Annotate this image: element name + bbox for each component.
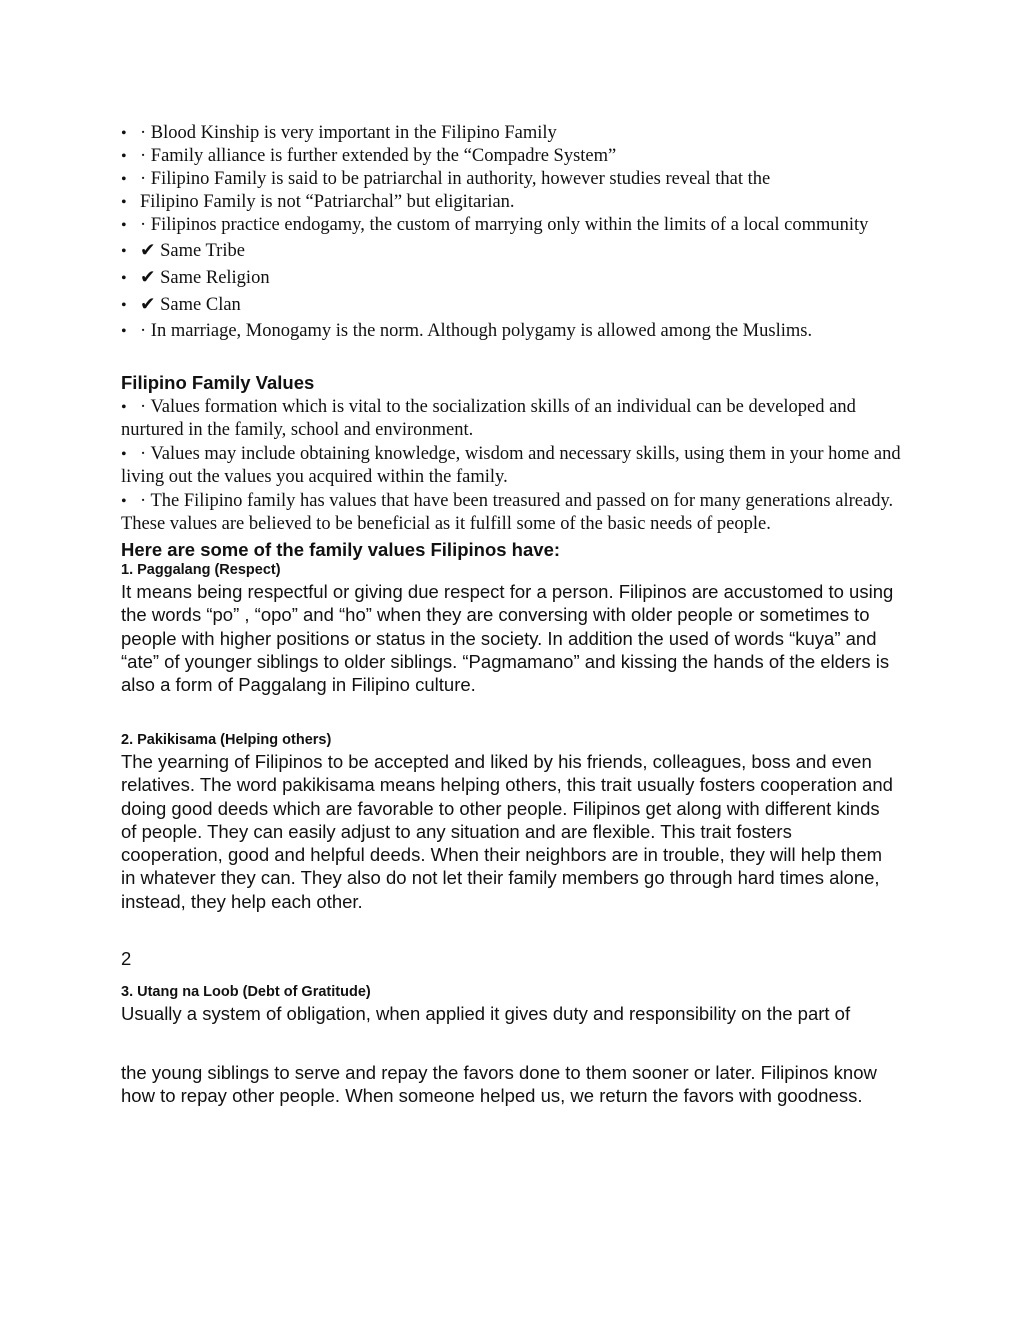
list-item: • ✔ Same Clan: [121, 295, 241, 315]
bullet-dot-icon: •: [121, 270, 127, 287]
bullet-list-values: [121, 396, 911, 536]
list-item: • · Values formation which is vital to the socialization skills of an individual can be developed and nurtured in the family, school and environment.: [121, 397, 856, 440]
bullet-dot-icon: •: [121, 243, 127, 260]
bullet-list-family-traits: [121, 122, 911, 343]
bullet-dot-icon: •: [121, 171, 127, 188]
value-body-utang-na-loob-part1: Usually a system of obligation, when applied it gives duty and responsibility on the part of: [121, 1003, 851, 1024]
bullet-dot-icon: •: [121, 217, 127, 234]
value-body-paggalang: It means being respectful or giving due respect for a person. Filipinos are accustomed to using the words “po” , “opo” and “ho” when they are conversing with older people or sometimes to people with higher positions or status in the society. In addition the used of words “kuya” and “ate” of younger siblings to older siblings. “Pagmamano” and kissing the hands of the elders is also a form of Paggalang in Filipino culture.: [121, 581, 894, 696]
bullet-dot-icon: •: [121, 297, 127, 314]
bullet-dot-icon: •: [121, 446, 127, 463]
list-item: • · The Filipino family has values that have been treasured and passed on for many generations already. These values are believed to be beneficial as it fulfill some of the basic needs of people.: [121, 491, 894, 534]
section-title: Filipino Family Values: [121, 372, 315, 393]
value-body-utang-na-loob-part2: the young siblings to serve and repay the favors done to them sooner or later. Filipinos know how to repay other people. When someone helped us, we return the favors with goodness.: [121, 1062, 877, 1107]
value-body-pakikisama: The yearning of Filipinos to be accepted and liked by his friends, colleagues, boss and even relatives. The word pakikisama means helping others, this trait usually fosters cooperation and doing good deeds which are favorable to other people. Filipinos get along with different kinds of people. They can easily adjust to any situation and are flexible. This trait fosters cooperation, good and helpful deeds. When their neighbors are in trouble, they will help them in whatever they can. They also do not let their family members go through hard times alone, instead, they help each other.: [121, 751, 893, 912]
bullet-dot-icon: •: [121, 323, 127, 340]
page-number: 2: [121, 948, 132, 969]
bullet-dot-icon: •: [121, 125, 127, 142]
list-item: • · Filipinos practice endogamy, the custom of marrying only within the limits of a local community: [121, 215, 869, 235]
bullet-dot-icon: •: [121, 399, 127, 416]
value-title-paggalang: 1. Paggalang (Respect): [121, 562, 281, 578]
value-title-utang-na-loob: 3. Utang na Loob (Debt of Gratitude): [121, 984, 371, 1000]
values-heading: Here are some of the family values Filipinos have:: [121, 539, 561, 560]
list-item: • · Family alliance is further extended by the “Compadre System”: [121, 146, 617, 166]
list-item: • · Blood Kinship is very important in the Filipino Family: [121, 123, 557, 143]
list-item: • ✔ Same Religion: [121, 268, 270, 288]
list-item: • ✔ Same Tribe: [121, 241, 245, 261]
bullet-dot-icon: •: [121, 493, 127, 510]
value-title-pakikisama: 2. Pakikisama (Helping others): [121, 732, 332, 748]
list-item: • Filipino Family is not “Patriarchal” but eligitarian.: [121, 192, 515, 212]
list-item: • · In marriage, Monogamy is the norm. Although polygamy is allowed among the Muslims.: [121, 321, 813, 341]
bullet-dot-icon: •: [121, 148, 127, 165]
bullet-dot-icon: •: [121, 194, 127, 211]
list-item: • · Values may include obtaining knowledge, wisdom and necessary skills, using them in your home and living out the values you acquired within the family.: [121, 444, 901, 487]
list-item: • · Filipino Family is said to be patriarchal in authority, however studies reveal that the: [121, 169, 771, 189]
